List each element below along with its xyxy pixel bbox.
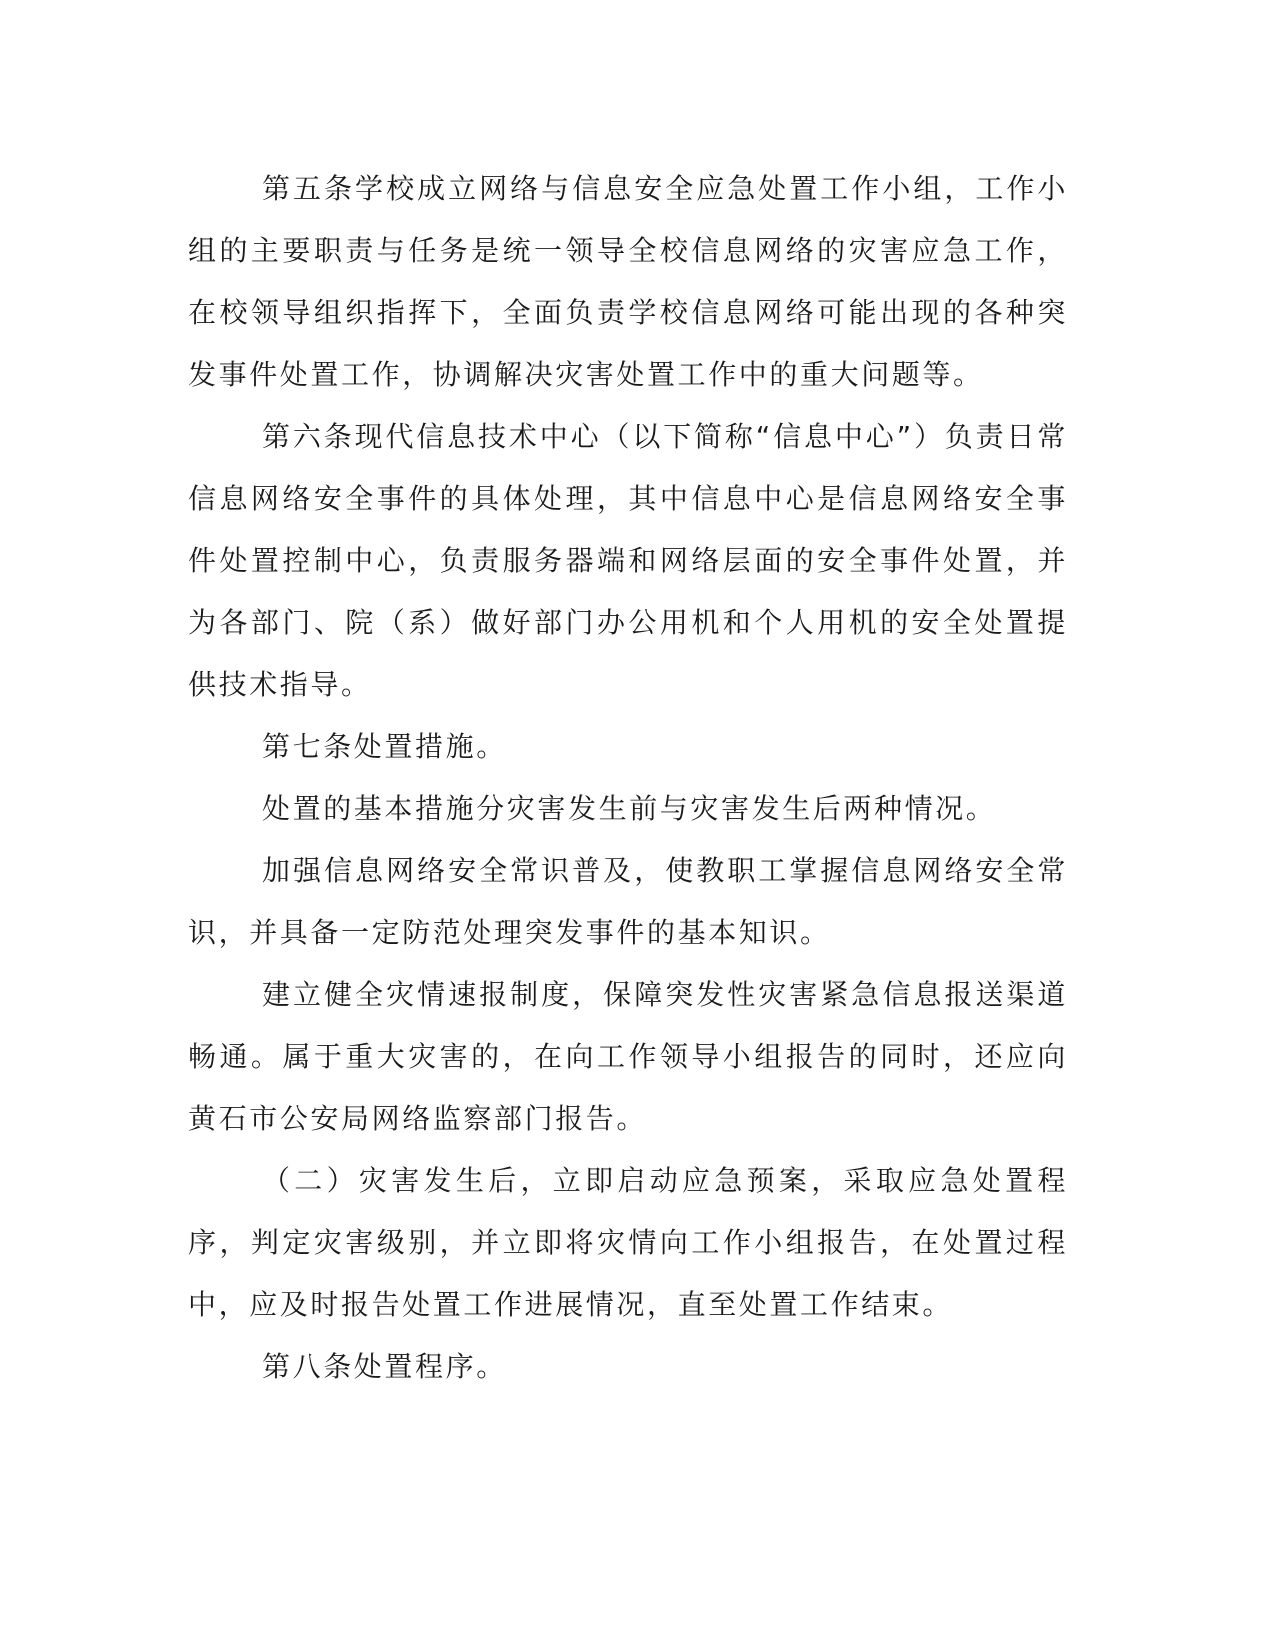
paragraph-article-7-heading: 第七条处置措施。 xyxy=(262,730,507,763)
paragraph-article-8-heading: 第八条处置程序。 xyxy=(262,1350,507,1383)
paragraph-article-6: 第六条现代信息技术中心（以下简称“信息中心”）负责日常信息网络安全事件的具体处理，其中信息中心是信息网络安全事件处置控制中心，负责服务器端和网络层面的安全事件处置，并为各部门、院（系）做好部门办公用机和个人用机的安全处置提供技术指导。 xyxy=(188,420,1068,701)
paragraph-reporting-system: 建立健全灾情速报制度，保障突发性灾害紧急信息报送渠道畅通。属于重大灾害的，在向工作领导小组报告的同时，还应向黄石市公安局网络监察部门报告。 xyxy=(188,978,1068,1135)
paragraph-post-disaster: （二）灾害发生后，立即启动应急预案，采取应急处置程序，判定灾害级别，并立即将灾情向工作小组报告，在处置过程中，应及时报告处置工作进展情况，直至处置工作结束。 xyxy=(188,1164,1068,1321)
document-body xyxy=(188,158,1068,1398)
paragraph-basic-measures: 处置的基本措施分灾害发生前与灾害发生后两种情况。 xyxy=(262,792,997,825)
paragraph-article-5: 第五条学校成立网络与信息安全应急处置工作小组，工作小组的主要职责与任务是统一领导全校信息网络的灾害应急工作，在校领导组织指挥下，全面负责学校信息网络可能出现的各种突发事件处置工作，协调解决灾害处置工作中的重大问题等。 xyxy=(188,172,1068,391)
paragraph-awareness: 加强信息网络安全常识普及，使教职工掌握信息网络安全常识，并具备一定防范处理突发事件的基本知识。 xyxy=(188,854,1068,949)
